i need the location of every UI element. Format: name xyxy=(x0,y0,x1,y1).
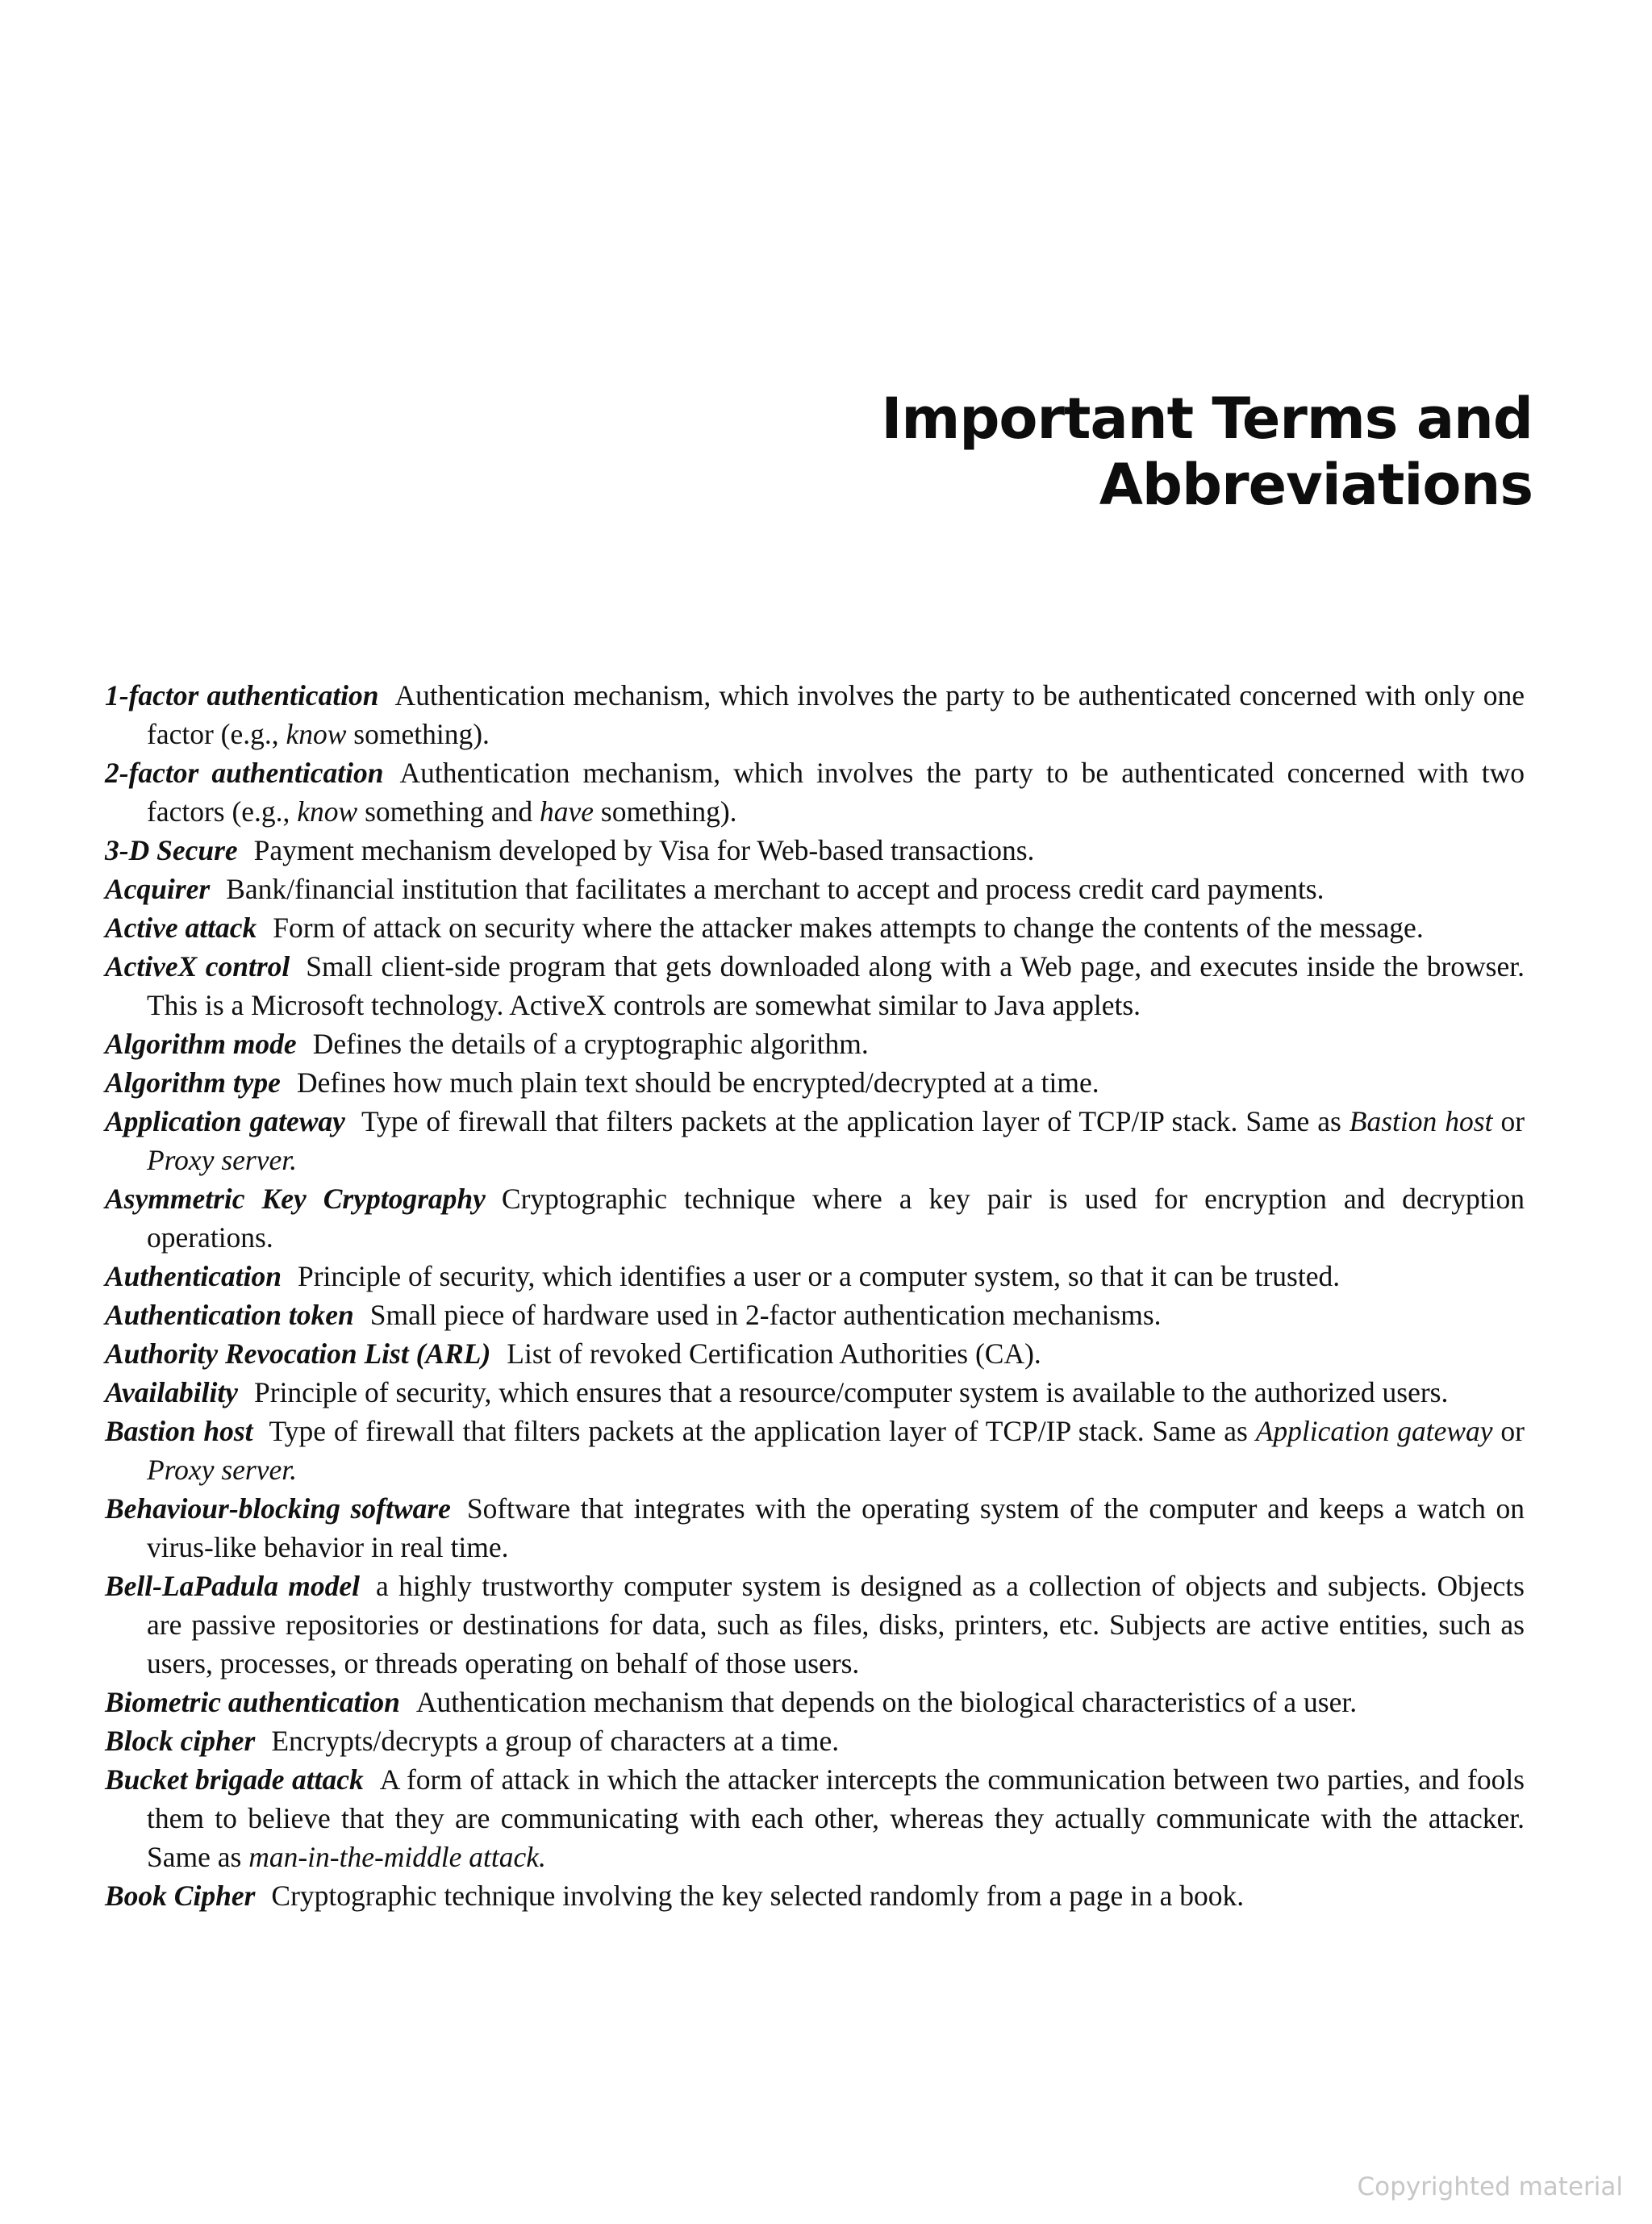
glossary-definition xyxy=(226,873,1324,905)
glossary-term: Book Cipher xyxy=(105,1880,256,1912)
glossary-entry xyxy=(105,1412,1525,1489)
glossary-term: Bell-LaPadula model xyxy=(105,1570,361,1602)
definition-text: Bank/financial institution that facilitates a merchant to accept and process credit card payments. xyxy=(226,873,1325,905)
glossary-entry xyxy=(105,1876,1525,1915)
glossary-entry xyxy=(105,1334,1525,1373)
glossary-entry xyxy=(105,1063,1525,1102)
glossary-entry xyxy=(105,1489,1525,1567)
glossary-entry xyxy=(105,753,1525,831)
glossary-entry xyxy=(105,1567,1525,1683)
glossary-definition xyxy=(507,1337,1041,1370)
glossary-definition xyxy=(271,1725,839,1757)
glossary-term: 3-D Secure xyxy=(105,834,238,866)
definition-italic-text: have xyxy=(540,795,594,828)
glossary-term: Bastion host xyxy=(105,1415,253,1447)
glossary-entry xyxy=(105,1296,1525,1334)
glossary-entry xyxy=(105,1721,1525,1760)
glossary-definition xyxy=(416,1686,1357,1718)
glossary-definition xyxy=(370,1299,1162,1331)
glossary-entry xyxy=(105,1257,1525,1296)
glossary-term: Authentication xyxy=(105,1260,282,1292)
glossary-term: 2-factor authentication xyxy=(105,757,384,789)
definition-text: something and xyxy=(357,795,540,828)
definition-italic-text: Proxy server. xyxy=(147,1144,297,1176)
definition-text: Principle of security, which ensures that a resource/computer system is available to the authorized users. xyxy=(254,1376,1449,1408)
glossary-entry xyxy=(105,676,1525,753)
glossary-entry xyxy=(105,831,1525,870)
definition-italic-text: Application gateway xyxy=(1255,1415,1493,1447)
definition-text: Form of attack on security where the attacker makes attempts to change the contents of the message. xyxy=(273,912,1424,944)
glossary-term: Algorithm type xyxy=(105,1066,281,1099)
glossary-entry xyxy=(105,1179,1525,1257)
definition-text: List of revoked Certification Authorities (CA). xyxy=(507,1337,1041,1370)
glossary-entry xyxy=(105,1683,1525,1721)
glossary-entry xyxy=(105,947,1525,1024)
definition-text: Authentication mechanism that depends on the biological characteristics of a user. xyxy=(415,1686,1358,1718)
copyright-watermark: Copyrighted material xyxy=(1357,2172,1623,2201)
definition-text: Cryptographic technique involving the key selected randomly from a page in a book. xyxy=(271,1880,1245,1912)
glossary-term: Acquirer xyxy=(105,873,211,905)
definition-text: something). xyxy=(594,795,737,828)
definition-text: or xyxy=(1492,1105,1525,1137)
page-title: Important Terms and Abbreviations xyxy=(881,386,1533,518)
glossary-definition xyxy=(297,1066,1099,1099)
definition-text: Encrypts/decrypts a group of characters at a time. xyxy=(271,1725,840,1757)
glossary-definition xyxy=(254,834,1035,866)
glossary-entry xyxy=(105,1024,1525,1063)
glossary-definition xyxy=(254,1376,1448,1408)
glossary-definition xyxy=(313,1028,869,1060)
definition-text: Small piece of hardware used in 2-factor authentication mechanisms. xyxy=(369,1299,1162,1331)
definition-text: Cryptographic technique where a key pair is used for encryption and decryption operations. xyxy=(147,1183,1525,1254)
definition-italic-text: man-in-the-middle attack. xyxy=(248,1841,546,1873)
glossary-term: Asymmetric Key Cryptography xyxy=(105,1183,486,1215)
definition-italic-text: Bastion host xyxy=(1349,1105,1493,1137)
definition-text: a highly trustworthy computer system is designed as a collection of objects and subjects. Objects are passive repositories or destinations for data, such as files, disks, printers, etc. Subjects are active entities, such as users, processes, or threads operating on behalf of those users. xyxy=(147,1570,1525,1679)
glossary-term: Behaviour-blocking software xyxy=(105,1492,451,1525)
glossary-definition xyxy=(298,1260,1340,1292)
definition-text: Type of firewall that filters packets at the application layer of TCP/IP stack. Same as xyxy=(361,1105,1350,1137)
glossary-definition xyxy=(271,1880,1244,1912)
glossary-entry xyxy=(105,1760,1525,1876)
glossary-term: Authentication token xyxy=(105,1299,354,1331)
glossary-term: Block cipher xyxy=(105,1725,256,1757)
glossary-entry xyxy=(105,870,1525,908)
glossary-term: Active attack xyxy=(105,912,257,944)
glossary-definition xyxy=(147,950,1525,1021)
definition-text: Authentication mechanism, which involves the party to be authenticated concerned with two factors (e.g., xyxy=(147,757,1525,828)
glossary-entry xyxy=(105,1102,1525,1179)
glossary-entry xyxy=(105,908,1525,947)
definition-text: Type of firewall that filters packets at the application layer of TCP/IP stack. Same as xyxy=(269,1415,1256,1447)
glossary-definition xyxy=(273,912,1423,944)
glossary-term: Biometric authentication xyxy=(105,1686,400,1718)
definition-text: Authentication mechanism, which involves the party to be authenticated concerned with only one factor (e.g., xyxy=(147,679,1525,750)
definition-italic-text: Proxy server. xyxy=(147,1454,297,1486)
definition-text: Software that integrates with the operating system of the computer and keeps a watch on virus-like behavior in real time. xyxy=(147,1492,1525,1563)
glossary-term: ActiveX control xyxy=(105,950,290,983)
glossary-list xyxy=(105,676,1525,1915)
definition-text: Small client-side program that gets downloaded along with a Web page, and executes inside the browser. This is a Microsoft technology. ActiveX controls are somewhat similar to Java applets. xyxy=(147,950,1525,1021)
definition-text: Defines the details of a cryptographic algorithm. xyxy=(312,1028,869,1060)
glossary-term: Algorithm mode xyxy=(105,1028,297,1060)
definition-italic-text: know xyxy=(297,795,358,828)
definition-text: something). xyxy=(346,718,490,750)
glossary-term: Application gateway xyxy=(105,1105,345,1137)
glossary-term: Availability xyxy=(105,1376,238,1408)
definition-text: Defines how much plain text should be encrypted/decrypted at a time. xyxy=(296,1066,1099,1099)
definition-text: or xyxy=(1492,1415,1525,1447)
glossary-term: 1-factor authentication xyxy=(105,679,379,711)
glossary-term: Authority Revocation List (ARL) xyxy=(105,1337,491,1370)
glossary-definition xyxy=(147,1415,1525,1486)
glossary-term: Bucket brigade attack xyxy=(105,1763,364,1796)
glossary-definition xyxy=(147,1105,1525,1176)
definition-text: Principle of security, which identifies a user or a computer system, so that it can be trusted. xyxy=(297,1260,1341,1292)
definition-text: A form of attack in which the attacker intercepts the communication between two parties, and fools them to believe that they are communicating with each other, whereas they actually communicate with the attacker. Same as xyxy=(147,1763,1525,1873)
definition-text: Payment mechanism developed by Visa for Web-based transactions. xyxy=(253,834,1035,866)
definition-italic-text: know xyxy=(286,718,347,750)
glossary-entry xyxy=(105,1373,1525,1412)
